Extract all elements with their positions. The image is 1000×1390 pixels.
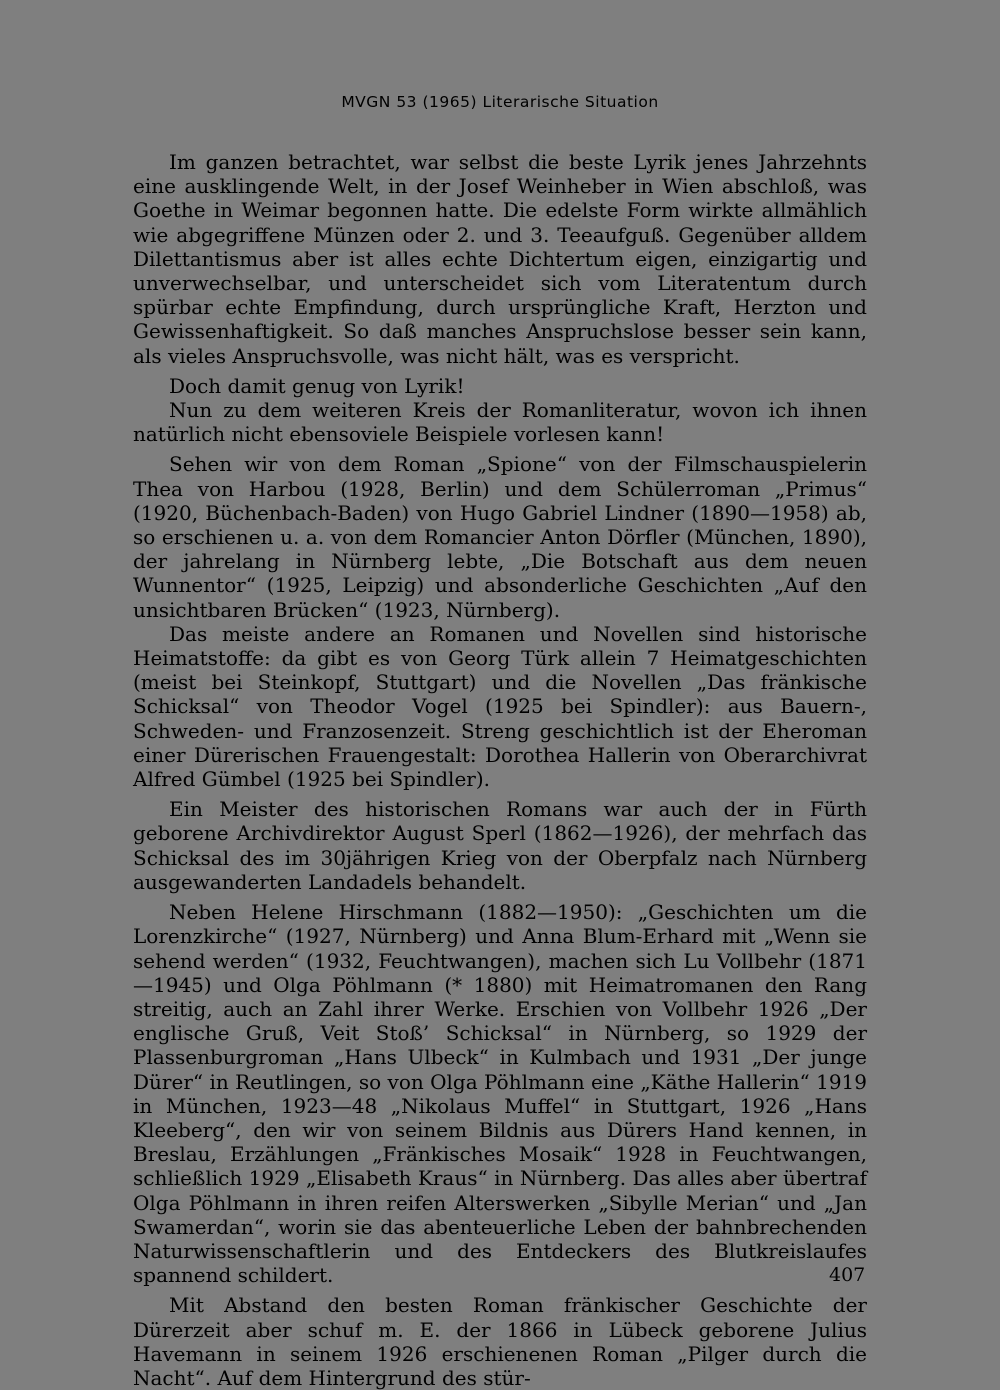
paragraph-havemann: Mit Abstand den besten Roman fränkischer Geschichte der Dürerzeit aber schuf m. E. der 1866 in Lübeck geborene Julius Havemann in seinem 1926 erschienenen Roman „Pilger durch die Nacht“. Auf dem Hintergrund des stür- bbox=[133, 1293, 867, 1390]
paragraph-sperl: Ein Meister des historischen Romans war auch der in Fürth geborene Archivdirektor August Sperl (1862—1926), der mehrfach das Schicksal des im 30jährigen Krieg von der Oberpfalz nach Nürnberg ausgewanderten Landadels behandelt. bbox=[133, 797, 867, 894]
document-page bbox=[133, 92, 867, 1390]
paragraph-lyrik-summary: Im ganzen betrachtet, war selbst die beste Lyrik jenes Jahrzehnts eine ausklingende Welt, in der Josef Weinheber in Wien abschloß, was Goethe in Weimar begonnen hatte. Die edelste Form wirkte allmählich wie abgegriffene Münzen oder 2. und 3. Teeaufguß. Gegenüber alldem Dilettantismus aber ist alles echte Dichtertum eigen, einzigartig und unverwechselbar, und unterscheidet sich vom Literatentum durch spürbar echte Empfindung, durch ursprüngliche Kraft, Herzton und Gewissenhaftigkeit. So daß manches Anspruchslose besser sein kann, als vieles Anspruchsvolle, was nicht hält, was es verspricht. bbox=[133, 150, 867, 368]
paragraph-harbou-doerfler: Sehen wir von dem Roman „Spione“ von der Filmschauspielerin Thea von Harbou (1928, Berlin) und dem Schülerroman „Primus“ (1920, Büchenbach-Baden) von Hugo Gabriel Lindner (1890—1958) ab, so erschienen u. a. von dem Romancier Anton Dörfler (München, 1890), der jahrelang in Nürnberg lebte, „Die Botschaft aus dem neuen Wunnentor“ (1925, Leipzig) und absonderliche Geschichten „Auf den unsichtbaren Brücken“ (1923, Nürnberg). bbox=[133, 452, 867, 622]
paragraph-heimatstoffe: Das meiste andere an Romanen und Novellen sind historische Heimatstoffe: da gibt es von Georg Türk allein 7 Heimatgeschichten (meist bei Steinkopf, Stuttgart) und die Novellen „Das fränkische Schicksal“ von Theodor Vogel (1925 bei Spindler): aus Bauern-, Schweden- und Franzosenzeit. Streng geschichtlich ist der Eheroman einer Dürerischen Frauengestalt: Dorothea Hallerin von Oberarchivrat Alfred Gümbel (1925 bei Spindler). bbox=[133, 621, 867, 792]
running-head: MVGN 53 (1965) Literarische Situation bbox=[341, 93, 659, 111]
paragraph-enough-lyrik: Doch damit genug von Lyrik! bbox=[169, 373, 465, 398]
paragraph-romanliteratur-intro: Nun zu dem weiteren Kreis der Romanliteratur, wovon ich ihnen natürlich nicht ebensoviele Beispiele vorlesen kann! bbox=[133, 398, 867, 447]
page-number: 407 bbox=[829, 1264, 866, 1286]
body-text bbox=[133, 150, 867, 1390]
paragraph-hirschmann-poehlmann: Neben Helene Hirschmann (1882—1950): „Geschichten um die Lorenzkirche“ (1927, Nürnberg) und Anna Blum-Erhard mit „Wenn sie sehend werden“ (1932, Feuchtwangen), machen sich Lu Vollbehr (1871—1945) und Olga Pöhlmann (* 1880) mit Heimatromanen den Rang streitig, auch an Zahl ihrer Werke. Erschien von Vollbehr 1926 „Der englische Gruß, Veit Stoß’ Schicksal“ in Nürnberg, so 1929 der Plassenburgroman „Hans Ulbeck“ in Kulmbach und 1931 „Der junge Dürer“ in Reutlingen, so von Olga Pöhlmann eine „Käthe Hallerin“ 1919 in München, 1923—48 „Nikolaus Muffel“ in Stuttgart, 1926 „Hans Kleeberg“, den wir von seinem Bildnis aus Dürers Hand kennen, in Breslau, Erzählungen „Fränkisches Mosaik“ 1928 in Feuchtwangen, schließlich 1929 „Elisabeth Kraus“ in Nürnberg. Das alles aber übertraf Olga Pöhlmann in ihren reifen Alterswerken „Sibylle Merian“ und „Jan Swamerdan“, worin sie das abenteuerliche Leben der bahnbrechenden Naturwissenschaftlerin und des Entdeckers des Blutkreislaufes spannend schildert. bbox=[133, 900, 867, 1288]
